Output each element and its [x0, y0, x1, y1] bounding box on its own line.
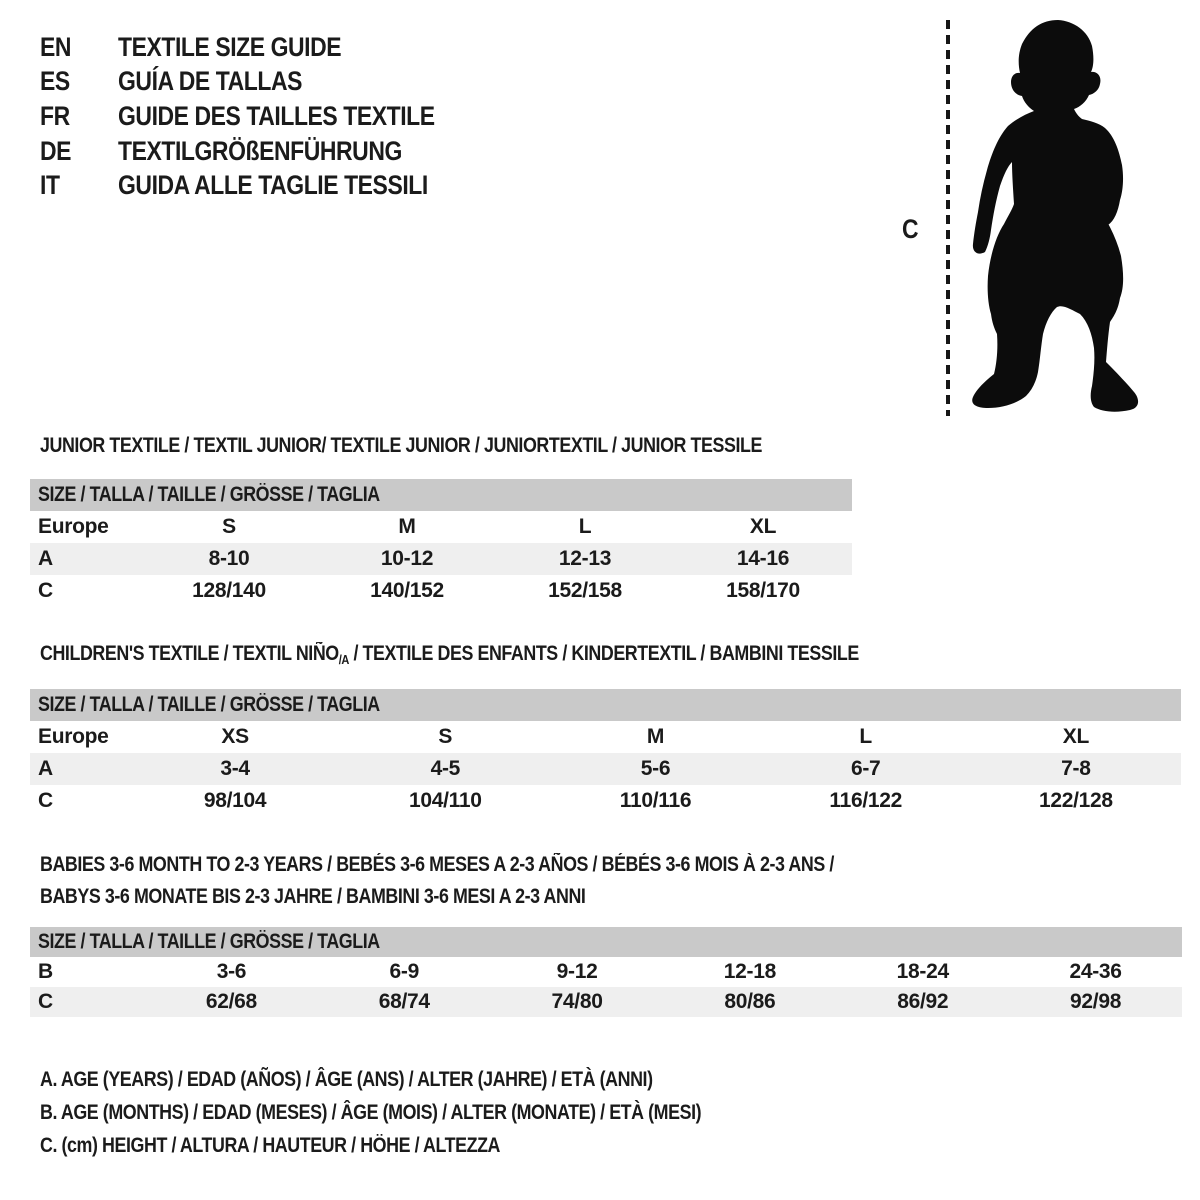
language-title: TEXTILE SIZE GUIDE [118, 31, 342, 62]
row-label: C [38, 579, 53, 602]
measurement-legend [40, 1068, 818, 1167]
table-row-europe [30, 721, 1181, 753]
age-cell: 12-13 [558, 547, 612, 570]
size-cell: S [438, 725, 453, 748]
row-label: C [38, 789, 53, 812]
size-cell: M [646, 725, 665, 748]
size-cell: M [398, 515, 416, 538]
legend-line-a: A. AGE (YEARS) / EDAD (AÑOS) / ÂGE (ANS) / ALTER (JAHRE) / ETÀ (ANNI) [40, 1068, 653, 1091]
language-header [40, 30, 491, 203]
legend-line-b: B. AGE (MONTHS) / EDAD (MESES) / ÂGE (MOIS) / ALTER (MONATE) / ETÀ (MESI) [40, 1101, 702, 1124]
language-title: TEXTILGRÖßENFÜHRUNG [118, 135, 402, 166]
age-cell: 6-9 [389, 960, 419, 983]
toddler-silhouette-icon [966, 16, 1142, 418]
children-size-table [30, 689, 1181, 817]
row-label: A [38, 547, 53, 570]
height-cell: 62/68 [205, 990, 257, 1013]
junior-section-title: JUNIOR TEXTILE / TEXTIL JUNIOR/ TEXTILE JUNIOR / JUNIORTEXTIL / JUNIOR TESSILE [40, 434, 762, 457]
size-cell: XL [1062, 725, 1090, 748]
language-code: DE [40, 135, 72, 166]
height-cell: 122/128 [1038, 789, 1113, 812]
language-code: EN [40, 31, 72, 62]
size-cell: XS [221, 725, 249, 748]
language-row-fr [40, 99, 491, 134]
age-cell: 5-6 [640, 757, 671, 780]
age-cell: 18-24 [896, 960, 949, 983]
height-cell: 98/104 [203, 789, 267, 812]
height-cell: 92/98 [1070, 990, 1122, 1013]
size-header-bar [30, 689, 1181, 721]
height-cell: 128/140 [192, 579, 266, 602]
height-cell: 152/158 [548, 579, 622, 602]
size-header-label: SIZE / TALLA / TAILLE / GRÖSSE / TAGLIA [38, 483, 380, 506]
babies-section-title: BABIES 3-6 MONTH TO 2-3 YEARS / BEBÉS 3-6 MESES A 2-3 AÑOS / BÉBÉS 3-6 MOIS À 2-3 ANS / BABYS 3-6 MONATE BIS 2-3 JAHRE / BAMBINI 3-6 MESI A 2-3 ANNI [40, 853, 834, 908]
table-row-height [30, 987, 1182, 1017]
table-row-age-months [30, 957, 1182, 987]
age-cell: 12-18 [723, 960, 777, 983]
height-cell: 68/74 [378, 990, 430, 1013]
size-header-bar [30, 479, 852, 511]
height-cell: 110/116 [619, 789, 692, 812]
language-row-es [40, 65, 491, 100]
table-row-age-years [30, 753, 1181, 785]
height-measure-line [946, 20, 950, 416]
nino-a-subscript: /A [338, 652, 349, 667]
table-row-age-years [30, 543, 852, 575]
language-title: GUIDE DES TAILLES TEXTILE [118, 100, 435, 131]
age-cell: 8-10 [208, 547, 250, 570]
size-cell: L [859, 725, 872, 748]
height-cell: 86/92 [897, 990, 949, 1013]
junior-size-table [30, 479, 852, 607]
height-cell: 80/86 [724, 990, 776, 1013]
height-cell: 116/122 [829, 789, 903, 812]
size-header-bar [30, 927, 1182, 957]
language-code: ES [40, 66, 70, 97]
language-code: IT [40, 170, 60, 201]
age-cell: 3-4 [220, 757, 250, 780]
size-header-label: SIZE / TALLA / TAILLE / GRÖSSE / TAGLIA [38, 930, 380, 953]
language-title: GUÍA DE TALLAS [118, 66, 303, 97]
row-label: B [38, 960, 53, 983]
age-cell: 7-8 [1061, 757, 1091, 780]
language-code: FR [40, 100, 70, 131]
size-header-label: SIZE / TALLA / TAILLE / GRÖSSE / TAGLIA [38, 693, 380, 716]
size-cell: L [578, 515, 592, 538]
language-title: GUIDA ALLE TAGLIE TESSILI [118, 170, 428, 201]
row-label: Europe [38, 725, 109, 748]
legend-line-c: C. (cm) HEIGHT / ALTURA / HAUTEUR / HÖHE / ALTEZZA [40, 1134, 501, 1157]
table-row-europe [30, 511, 852, 543]
age-cell: 14-16 [736, 547, 790, 570]
height-measure-label: C [902, 214, 919, 244]
age-cell: 9-12 [556, 960, 598, 983]
age-cell: 3-6 [216, 960, 247, 983]
row-label: A [38, 757, 53, 780]
height-cell: 158/170 [726, 579, 800, 602]
row-label: Europe [38, 515, 109, 538]
height-cell: 74/80 [551, 990, 603, 1013]
size-cell: S [222, 515, 236, 538]
age-cell: 4-5 [430, 757, 461, 780]
language-row-en [40, 30, 491, 65]
row-label: C [38, 990, 53, 1013]
age-cell: 6-7 [850, 757, 881, 780]
age-cell: 10-12 [380, 547, 434, 570]
table-row-height [30, 575, 852, 607]
table-row-height [30, 785, 1181, 817]
language-row-de [40, 134, 491, 169]
age-cell: 24-36 [1069, 960, 1122, 983]
size-cell: XL [749, 515, 777, 538]
babies-size-table [30, 927, 1182, 1017]
language-row-it [40, 168, 491, 203]
height-cell: 104/110 [408, 789, 482, 812]
children-section-title: CHILDREN'S TEXTILE / TEXTIL NIÑO/A / TEXTILE DES ENFANTS / KINDERTEXTIL / BAMBINI TESSILE [40, 642, 859, 667]
height-cell: 140/152 [370, 579, 444, 602]
